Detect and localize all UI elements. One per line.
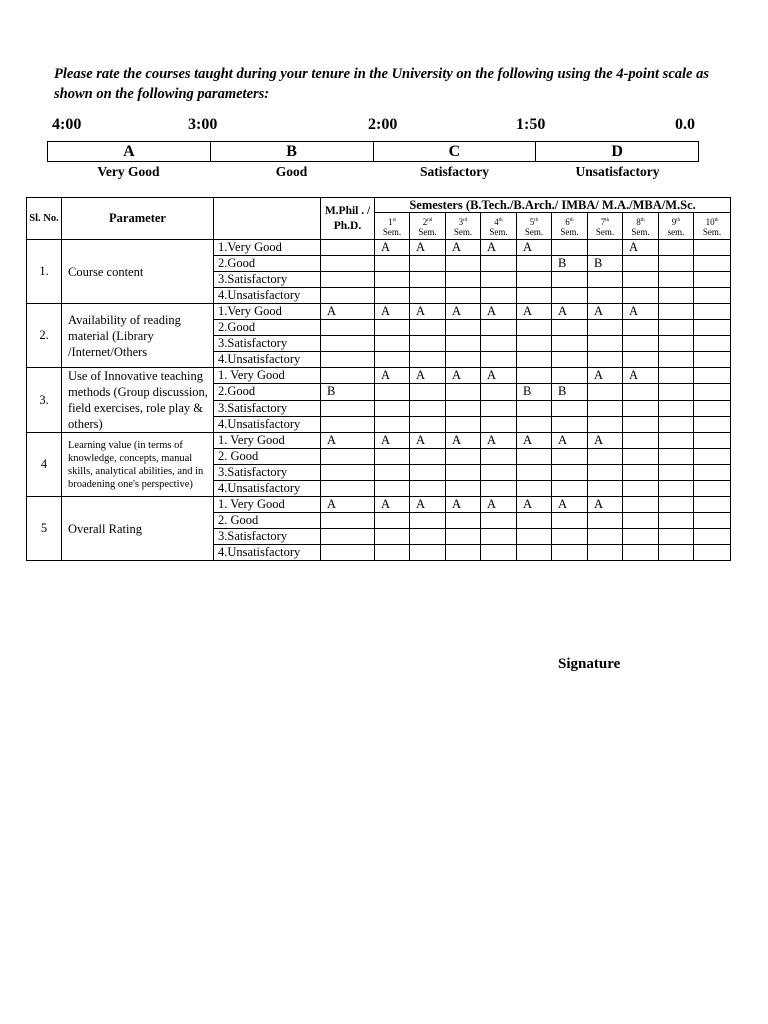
semester-header: 3rd Sem. <box>446 213 481 240</box>
rating-option: 4.Unsatisfactory <box>214 288 321 304</box>
rating-cell[interactable] <box>552 320 588 336</box>
rating-cell[interactable] <box>694 256 731 272</box>
rating-cell[interactable] <box>375 513 410 529</box>
rating-cell[interactable] <box>375 384 410 400</box>
rating-cell[interactable] <box>694 320 731 336</box>
scale-label: Very Good <box>97 164 160 179</box>
rating-cell[interactable] <box>517 336 552 352</box>
rating-cell[interactable] <box>517 256 552 272</box>
rating-cell[interactable]: A <box>588 497 623 513</box>
rating-cell[interactable] <box>552 368 588 384</box>
rating-cell[interactable] <box>321 256 375 272</box>
rating-cell[interactable] <box>321 368 375 384</box>
rating-cell[interactable] <box>481 416 517 432</box>
semester-header: 4th Sem. <box>481 213 517 240</box>
rating-cell[interactable] <box>375 416 410 432</box>
rating-cell[interactable] <box>410 352 446 368</box>
rating-cell[interactable] <box>623 449 659 465</box>
rating-cell[interactable] <box>375 481 410 497</box>
rating-cell[interactable] <box>623 529 659 545</box>
rating-cell[interactable] <box>659 481 694 497</box>
rating-cell[interactable] <box>659 384 694 400</box>
rating-cell[interactable] <box>694 416 731 432</box>
rating-cell[interactable] <box>321 513 375 529</box>
rating-cell[interactable]: A <box>321 304 375 320</box>
rating-cell[interactable] <box>410 529 446 545</box>
parameter-header: Parameter <box>62 198 214 240</box>
rating-cell[interactable] <box>552 513 588 529</box>
rating-cell[interactable] <box>481 272 517 288</box>
rating-cell[interactable] <box>552 465 588 481</box>
rating-option: 3.Satisfactory <box>214 336 321 352</box>
slno-header: Sl. No. <box>27 198 62 240</box>
rating-cell[interactable] <box>694 272 731 288</box>
scale-label: Unsatisfactory <box>575 164 660 179</box>
rating-cell[interactable] <box>694 465 731 481</box>
rating-cell[interactable] <box>623 433 659 449</box>
rating-cell[interactable] <box>694 304 731 320</box>
rating-cell[interactable] <box>375 352 410 368</box>
rating-cell[interactable]: A <box>410 433 446 449</box>
parameter-name: Use of Innovative teaching methods (Group discussion, field exercises, role play & others) <box>62 368 214 433</box>
rating-cell[interactable]: A <box>375 240 410 256</box>
serial-number: 1. <box>27 240 62 304</box>
rating-cell[interactable] <box>410 384 446 400</box>
rating-cell[interactable] <box>321 320 375 336</box>
rating-option: 1.Very Good <box>214 304 321 320</box>
rating-option: 2.Good <box>214 320 321 336</box>
rating-option: 2. Good <box>214 449 321 465</box>
rating-option: 2.Good <box>214 384 321 400</box>
rating-cell[interactable] <box>552 416 588 432</box>
rating-cell[interactable] <box>481 481 517 497</box>
table-row <box>27 304 731 320</box>
rating-cell[interactable]: B <box>552 384 588 400</box>
rating-cell[interactable] <box>446 256 481 272</box>
rating-cell[interactable] <box>375 529 410 545</box>
grade-point: 3:00 <box>188 116 218 133</box>
rating-cell[interactable] <box>552 240 588 256</box>
rating-cell[interactable] <box>694 240 731 256</box>
rating-cell[interactable] <box>694 368 731 384</box>
rating-cell[interactable] <box>481 256 517 272</box>
rating-option: 2.Good <box>214 256 321 272</box>
table-row <box>27 433 731 449</box>
rating-cell[interactable] <box>588 529 623 545</box>
rating-cell[interactable] <box>694 497 731 513</box>
rating-cell[interactable] <box>375 336 410 352</box>
rating-cell[interactable] <box>446 481 481 497</box>
rating-cell[interactable] <box>659 529 694 545</box>
rating-cell[interactable]: A <box>446 304 481 320</box>
rating-cell[interactable] <box>694 400 731 416</box>
rating-cell[interactable] <box>446 416 481 432</box>
rating-cell[interactable] <box>623 336 659 352</box>
rating-cell[interactable] <box>517 513 552 529</box>
rating-cell[interactable] <box>321 465 375 481</box>
rating-option: 3.Satisfactory <box>214 400 321 416</box>
rating-cell[interactable]: A <box>517 433 552 449</box>
rating-option: 2. Good <box>214 513 321 529</box>
rating-cell[interactable]: A <box>446 433 481 449</box>
rating-cell[interactable]: A <box>588 433 623 449</box>
rating-cell[interactable] <box>588 320 623 336</box>
rating-cell[interactable] <box>410 400 446 416</box>
rating-cell[interactable] <box>623 416 659 432</box>
rating-cell[interactable]: A <box>481 240 517 256</box>
rating-cell[interactable]: A <box>552 304 588 320</box>
rating-cell[interactable] <box>321 416 375 432</box>
grade-point: 2:00 <box>368 116 398 133</box>
rating-option: 4.Unsatisfactory <box>214 481 321 497</box>
rating-cell[interactable] <box>321 449 375 465</box>
rating-cell[interactable]: A <box>552 433 588 449</box>
rating-cell[interactable] <box>659 449 694 465</box>
rating-cell[interactable] <box>321 529 375 545</box>
rating-cell[interactable] <box>552 288 588 304</box>
rating-cell[interactable] <box>694 288 731 304</box>
rating-cell[interactable] <box>588 513 623 529</box>
rating-cell[interactable] <box>623 352 659 368</box>
serial-number: 4 <box>27 433 62 497</box>
semester-header: 10th Sem. <box>694 213 731 240</box>
rating-cell[interactable]: A <box>623 368 659 384</box>
rating-cell[interactable] <box>552 449 588 465</box>
rating-cell[interactable]: A <box>481 497 517 513</box>
grade-point: 4:00 <box>52 116 82 133</box>
rating-cell[interactable] <box>517 352 552 368</box>
table-row <box>27 368 731 384</box>
rating-cell[interactable] <box>410 449 446 465</box>
rating-cell[interactable]: A <box>623 240 659 256</box>
rating-cell[interactable] <box>517 449 552 465</box>
rating-option: 4.Unsatisfactory <box>214 416 321 432</box>
rating-cell[interactable] <box>321 352 375 368</box>
rating-cell[interactable]: A <box>517 304 552 320</box>
rating-option: 4.Unsatisfactory <box>214 352 321 368</box>
table-row <box>27 497 731 513</box>
rating-cell[interactable] <box>517 400 552 416</box>
rating-cell[interactable] <box>623 513 659 529</box>
rating-cell[interactable] <box>552 336 588 352</box>
rating-cell[interactable]: B <box>552 256 588 272</box>
rating-cell[interactable] <box>375 272 410 288</box>
course-rating-table <box>26 197 731 561</box>
rating-cell[interactable] <box>481 320 517 336</box>
grade-point: 1:50 <box>516 116 546 133</box>
rating-cell[interactable] <box>588 400 623 416</box>
rating-option: 1. Very Good <box>214 368 321 384</box>
parameter-name: Course content <box>62 240 214 304</box>
rating-cell[interactable]: A <box>481 433 517 449</box>
rating-cell[interactable] <box>481 384 517 400</box>
rating-cell[interactable] <box>375 288 410 304</box>
rating-cell[interactable]: A <box>446 368 481 384</box>
parameter-name: Learning value (in terms of knowledge, concepts, manual skills, analytical abilities, and in broadening one's perspective) <box>62 433 214 497</box>
rating-cell[interactable] <box>375 256 410 272</box>
rating-cell[interactable] <box>410 272 446 288</box>
rating-cell[interactable] <box>481 400 517 416</box>
rating-cell[interactable] <box>517 320 552 336</box>
scale-letter: C <box>373 142 536 162</box>
rating-cell[interactable] <box>659 272 694 288</box>
rating-cell[interactable] <box>588 449 623 465</box>
rating-cell[interactable] <box>410 465 446 481</box>
rating-cell[interactable] <box>659 352 694 368</box>
rating-cell[interactable]: A <box>375 433 410 449</box>
scale-letter: D <box>536 142 699 162</box>
rating-cell[interactable] <box>446 384 481 400</box>
scale-label: Good <box>275 164 308 179</box>
semester-header: 6th Sem. <box>552 213 588 240</box>
scale-letter: A <box>48 142 211 162</box>
rating-cell[interactable]: A <box>588 368 623 384</box>
rating-option: 4.Unsatisfactory <box>214 545 321 561</box>
rating-cell[interactable] <box>375 449 410 465</box>
rating-cell[interactable] <box>321 288 375 304</box>
semester-header: 7th Sem. <box>588 213 623 240</box>
rating-cell[interactable] <box>588 384 623 400</box>
rating-cell[interactable]: A <box>552 497 588 513</box>
rating-cell[interactable] <box>694 433 731 449</box>
rating-cell[interactable] <box>588 545 623 561</box>
rating-cell[interactable] <box>321 336 375 352</box>
rating-cell[interactable] <box>446 288 481 304</box>
grade-point: 0.0 <box>675 116 695 133</box>
rating-cell[interactable] <box>694 545 731 561</box>
rating-cell[interactable] <box>446 352 481 368</box>
option-header <box>214 198 321 240</box>
rating-cell[interactable] <box>410 481 446 497</box>
rating-cell[interactable] <box>517 288 552 304</box>
rating-cell[interactable] <box>694 529 731 545</box>
rating-cell[interactable] <box>517 529 552 545</box>
rating-cell[interactable] <box>623 288 659 304</box>
rating-cell[interactable] <box>588 352 623 368</box>
rating-cell[interactable] <box>588 240 623 256</box>
rating-cell[interactable] <box>623 465 659 481</box>
scale-label: Satisfactory <box>420 164 489 179</box>
rating-cell[interactable]: B <box>321 384 375 400</box>
rating-cell[interactable] <box>659 400 694 416</box>
rating-cell[interactable]: B <box>517 384 552 400</box>
rating-cell[interactable] <box>659 465 694 481</box>
rating-cell[interactable] <box>375 465 410 481</box>
rating-cell[interactable] <box>321 481 375 497</box>
rating-cell[interactable] <box>321 400 375 416</box>
rating-cell[interactable] <box>481 288 517 304</box>
rating-cell[interactable] <box>623 481 659 497</box>
rating-cell[interactable] <box>623 272 659 288</box>
rating-cell[interactable]: A <box>375 304 410 320</box>
rating-cell[interactable]: A <box>517 497 552 513</box>
rating-option: 1.Very Good <box>214 240 321 256</box>
rating-cell[interactable] <box>446 272 481 288</box>
rating-cell[interactable] <box>446 400 481 416</box>
rating-cell[interactable] <box>623 497 659 513</box>
rating-cell[interactable] <box>446 449 481 465</box>
rating-cell[interactable] <box>659 240 694 256</box>
rating-cell[interactable] <box>659 256 694 272</box>
rating-cell[interactable]: A <box>375 497 410 513</box>
rating-cell[interactable] <box>446 320 481 336</box>
rating-cell[interactable] <box>552 352 588 368</box>
rating-cell[interactable] <box>446 529 481 545</box>
rating-cell[interactable] <box>659 336 694 352</box>
rating-cell[interactable]: A <box>517 240 552 256</box>
rating-cell[interactable] <box>481 449 517 465</box>
semester-header: 5th Sem. <box>517 213 552 240</box>
rating-cell[interactable] <box>410 320 446 336</box>
rating-option: 1. Very Good <box>214 433 321 449</box>
rating-cell[interactable] <box>446 465 481 481</box>
rating-cell[interactable] <box>375 400 410 416</box>
rating-cell[interactable] <box>410 545 446 561</box>
rating-option: 3.Satisfactory <box>214 272 321 288</box>
semesters-header: Semesters (B.Tech./B.Arch./ IMBA/ M.A./MBA/M.Sc. <box>375 198 731 213</box>
rating-cell[interactable] <box>623 384 659 400</box>
rating-cell[interactable] <box>481 545 517 561</box>
rating-cell[interactable] <box>481 465 517 481</box>
rating-cell[interactable]: A <box>410 497 446 513</box>
rating-cell[interactable]: A <box>321 433 375 449</box>
rating-cell[interactable]: A <box>410 304 446 320</box>
parameter-name: Overall Rating <box>62 497 214 561</box>
rating-cell[interactable] <box>588 272 623 288</box>
instructions-text: Please rate the courses taught during your tenure in the University on the following using the 4-point scale as shown on the following parameters: <box>54 66 709 102</box>
semester-header: 2nd Sem. <box>410 213 446 240</box>
rating-cell[interactable] <box>694 384 731 400</box>
rating-cell[interactable]: A <box>375 368 410 384</box>
serial-number: 5 <box>27 497 62 561</box>
rating-cell[interactable] <box>659 320 694 336</box>
scale-letter: B <box>210 142 373 162</box>
rating-cell[interactable] <box>552 481 588 497</box>
semester-header: 8th Sem. <box>623 213 659 240</box>
rating-cell[interactable] <box>410 513 446 529</box>
rating-cell[interactable]: B <box>588 256 623 272</box>
rating-cell[interactable] <box>588 416 623 432</box>
rating-cell[interactable] <box>588 465 623 481</box>
grade-points-row <box>52 116 702 136</box>
rating-cell[interactable] <box>694 336 731 352</box>
rating-cell[interactable] <box>694 513 731 529</box>
rating-cell[interactable] <box>694 352 731 368</box>
rating-cell[interactable] <box>517 465 552 481</box>
mphil-header: M.Phil . / Ph.D. <box>321 198 375 240</box>
rating-cell[interactable]: A <box>446 240 481 256</box>
rating-cell[interactable] <box>410 336 446 352</box>
rating-cell[interactable] <box>588 336 623 352</box>
rating-cell[interactable] <box>552 545 588 561</box>
rating-cell[interactable]: A <box>481 304 517 320</box>
rating-cell[interactable] <box>517 481 552 497</box>
rating-cell[interactable] <box>481 336 517 352</box>
rating-cell[interactable] <box>446 336 481 352</box>
rating-cell[interactable]: A <box>410 368 446 384</box>
rating-cell[interactable] <box>410 416 446 432</box>
rating-cell[interactable]: A <box>623 304 659 320</box>
rating-cell[interactable] <box>446 545 481 561</box>
grade-scale-table <box>47 141 699 162</box>
rating-cell[interactable] <box>588 481 623 497</box>
rating-cell[interactable] <box>659 497 694 513</box>
parameter-name: Availability of reading material (Library /Internet/Others <box>62 304 214 368</box>
rating-cell[interactable] <box>481 513 517 529</box>
rating-cell[interactable] <box>659 433 694 449</box>
rating-cell[interactable] <box>623 400 659 416</box>
rating-cell[interactable] <box>375 320 410 336</box>
rating-cell[interactable]: A <box>446 497 481 513</box>
rating-cell[interactable]: A <box>588 304 623 320</box>
rating-cell[interactable] <box>517 545 552 561</box>
rating-cell[interactable] <box>659 545 694 561</box>
rating-option: 1. Very Good <box>214 497 321 513</box>
rating-cell[interactable] <box>517 416 552 432</box>
rating-cell[interactable] <box>481 352 517 368</box>
rating-cell[interactable] <box>321 272 375 288</box>
rating-cell[interactable] <box>588 288 623 304</box>
rating-cell[interactable] <box>410 288 446 304</box>
serial-number: 3. <box>27 368 62 433</box>
rating-cell[interactable]: A <box>410 240 446 256</box>
semester-header: 1st Sem. <box>375 213 410 240</box>
rating-cell[interactable] <box>659 368 694 384</box>
rating-cell[interactable] <box>517 272 552 288</box>
rating-cell[interactable] <box>552 529 588 545</box>
rating-cell[interactable] <box>481 529 517 545</box>
rating-cell[interactable] <box>321 545 375 561</box>
rating-cell[interactable] <box>552 400 588 416</box>
table-row <box>27 240 731 256</box>
rating-cell[interactable] <box>552 272 588 288</box>
rating-cell[interactable] <box>623 320 659 336</box>
grade-scale-labels <box>47 164 699 180</box>
rating-cell[interactable] <box>623 256 659 272</box>
rating-option: 3.Satisfactory <box>214 465 321 481</box>
rating-cell[interactable] <box>659 304 694 320</box>
rating-cell[interactable] <box>623 545 659 561</box>
serial-number: 2. <box>27 304 62 368</box>
rating-cell[interactable] <box>694 449 731 465</box>
semester-header: 9th sem. <box>659 213 694 240</box>
rating-cell[interactable] <box>446 513 481 529</box>
rating-cell[interactable] <box>375 545 410 561</box>
rating-cell[interactable] <box>659 288 694 304</box>
rating-cell[interactable]: A <box>321 497 375 513</box>
rating-cell[interactable]: A <box>481 368 517 384</box>
rating-cell[interactable] <box>517 368 552 384</box>
signature-label: Signature <box>558 656 621 672</box>
rating-option: 3.Satisfactory <box>214 529 321 545</box>
rating-cell[interactable] <box>659 416 694 432</box>
rating-cell[interactable] <box>321 240 375 256</box>
rating-cell[interactable] <box>694 481 731 497</box>
rating-cell[interactable] <box>410 256 446 272</box>
rating-cell[interactable] <box>659 513 694 529</box>
